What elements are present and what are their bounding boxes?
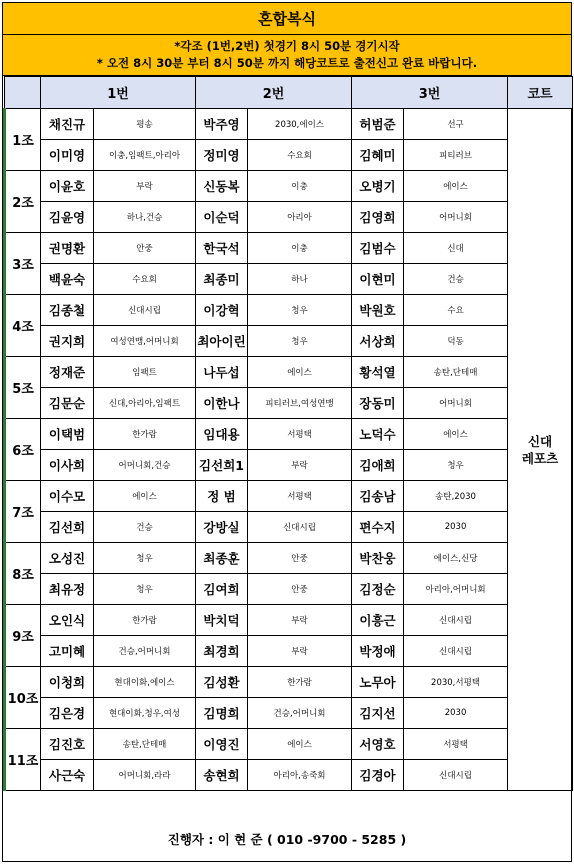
group-label: 4조 — [5, 295, 41, 357]
table-row — [5, 729, 573, 760]
player-club: 2030,에이스 — [248, 109, 352, 140]
table-row — [5, 512, 573, 543]
header-slot-2: 2번 — [196, 77, 352, 109]
player-name: 고미혜 — [41, 636, 94, 667]
player-name: 이윤호 — [41, 171, 94, 202]
player-name: 서영호 — [352, 729, 404, 760]
group-label: 10조 — [5, 667, 41, 729]
player-name: 이사희 — [41, 450, 94, 481]
player-name: 정미영 — [196, 140, 248, 171]
table-row — [5, 636, 573, 667]
header-row — [5, 77, 573, 109]
player-name: 최유정 — [41, 574, 94, 605]
notice-banner — [3, 35, 571, 76]
player-club: 서평택 — [404, 729, 508, 760]
player-name: 박원호 — [352, 295, 404, 326]
player-name: 백윤숙 — [41, 264, 94, 295]
player-name: 오인식 — [41, 605, 94, 636]
player-name: 박치덕 — [196, 605, 248, 636]
table-row — [5, 419, 573, 450]
player-name: 최종훈 — [196, 543, 248, 574]
header-slot-3: 3번 — [352, 77, 508, 109]
player-name: 사근숙 — [41, 760, 94, 791]
player-name: 노덕수 — [352, 419, 404, 450]
player-name: 송현희 — [196, 760, 248, 791]
player-name: 김선희 — [41, 512, 94, 543]
player-name: 이흥근 — [352, 605, 404, 636]
player-club: 부락 — [248, 636, 352, 667]
player-club: 이충 — [248, 233, 352, 264]
player-club: 서평택 — [248, 481, 352, 512]
player-club: 에이스 — [404, 171, 508, 202]
player-club: 어머니회 — [404, 202, 508, 233]
group-label: 3조 — [5, 233, 41, 295]
player-name: 최종미 — [196, 264, 248, 295]
player-name: 나두섭 — [196, 357, 248, 388]
player-name: 김지선 — [352, 698, 404, 729]
player-club: 이충 — [248, 171, 352, 202]
court-name-line-1: 신대 — [527, 433, 553, 449]
group-label: 6조 — [5, 419, 41, 481]
table-row — [5, 543, 573, 574]
player-club: 송탄,2030 — [404, 481, 508, 512]
header-court: 코트 — [508, 77, 573, 109]
player-club: 건승,어머니회 — [248, 698, 352, 729]
player-name: 김송남 — [352, 481, 404, 512]
player-name: 채진규 — [41, 109, 94, 140]
table-row — [5, 109, 573, 140]
player-club: 에이스 — [248, 357, 352, 388]
player-name: 이강혁 — [196, 295, 248, 326]
player-club: 수요회 — [94, 264, 196, 295]
player-name: 김범수 — [352, 233, 404, 264]
player-club: 신대시립 — [404, 605, 508, 636]
player-name: 장동미 — [352, 388, 404, 419]
player-club: 현대이화,청우,여성 — [94, 698, 196, 729]
player-name: 이미영 — [41, 140, 94, 171]
table-row — [5, 233, 573, 264]
player-club: 건승,어머니회 — [94, 636, 196, 667]
table-row — [5, 295, 573, 326]
table-row — [5, 357, 573, 388]
notice-line-2: * 오전 8시 30분 부터 8시 50분 까지 해당코트로 출전신고 완료 바랍니다. — [96, 56, 478, 70]
table-row — [5, 450, 573, 481]
player-club: 신대 — [404, 233, 508, 264]
player-name: 최아이린 — [196, 326, 248, 357]
header-slot-1: 1번 — [41, 77, 196, 109]
table-row — [5, 202, 573, 233]
player-name: 최경희 — [196, 636, 248, 667]
header-group — [5, 77, 41, 109]
player-name: 박정애 — [352, 636, 404, 667]
player-club: 부락 — [94, 171, 196, 202]
player-name: 허범준 — [352, 109, 404, 140]
player-name: 오병기 — [352, 171, 404, 202]
player-club: 하나,건승 — [94, 202, 196, 233]
player-name: 노무아 — [352, 667, 404, 698]
player-club: 청우 — [404, 450, 508, 481]
player-club: 2030,서평택 — [404, 667, 508, 698]
player-club: 피티러브,여성연맹 — [248, 388, 352, 419]
player-name: 오성진 — [41, 543, 94, 574]
player-name: 이한나 — [196, 388, 248, 419]
player-name: 김은경 — [41, 698, 94, 729]
player-club: 아리아,어머니회 — [404, 574, 508, 605]
player-club: 신대시립 — [404, 760, 508, 791]
player-club: 어머니회 — [404, 388, 508, 419]
table-row — [5, 388, 573, 419]
pairing-table — [3, 76, 573, 791]
player-club: 안중 — [248, 574, 352, 605]
player-name: 박주영 — [196, 109, 248, 140]
table-row — [5, 667, 573, 698]
player-club: 서평택 — [248, 419, 352, 450]
player-name: 이택범 — [41, 419, 94, 450]
player-name: 김경아 — [352, 760, 404, 791]
table-row — [5, 264, 573, 295]
table-row — [5, 326, 573, 357]
player-club: 한가람 — [94, 605, 196, 636]
player-club: 덕동 — [404, 326, 508, 357]
group-label: 11조 — [5, 729, 41, 791]
player-club: 부락 — [248, 605, 352, 636]
table-row — [5, 605, 573, 636]
court-name-line-2: 레포츠 — [521, 450, 559, 466]
player-club: 에이스 — [404, 419, 508, 450]
table-row — [5, 574, 573, 605]
player-name: 신동복 — [196, 171, 248, 202]
player-name: 김영희 — [352, 202, 404, 233]
group-label: 9조 — [5, 605, 41, 667]
player-club: 청우 — [94, 543, 196, 574]
player-club: 여성연맹,어머니회 — [94, 326, 196, 357]
table-row — [5, 140, 573, 171]
player-name: 김애희 — [352, 450, 404, 481]
player-club: 신대시립 — [404, 636, 508, 667]
player-name: 권명환 — [41, 233, 94, 264]
group-label: 8조 — [5, 543, 41, 605]
player-club: 아리아,송죽회 — [248, 760, 352, 791]
table-row — [5, 481, 573, 512]
player-club: 안중 — [94, 233, 196, 264]
player-name: 권지희 — [41, 326, 94, 357]
player-name: 이순덕 — [196, 202, 248, 233]
court-cell — [508, 109, 573, 791]
player-club: 수요회 — [248, 140, 352, 171]
player-club: 아리아 — [248, 202, 352, 233]
group-label: 1조 — [5, 109, 41, 171]
player-name: 김선희1 — [196, 450, 248, 481]
table-row — [5, 760, 573, 791]
player-name: 김진호 — [41, 729, 94, 760]
group-label: 7조 — [5, 481, 41, 543]
player-name: 이수모 — [41, 481, 94, 512]
table-row — [5, 171, 573, 202]
player-name: 김문순 — [41, 388, 94, 419]
player-club: 선구 — [404, 109, 508, 140]
player-club: 신대시립 — [94, 295, 196, 326]
player-name: 이현미 — [352, 264, 404, 295]
player-club: 어머니회,라라 — [94, 760, 196, 791]
player-club: 송탄,단테매 — [404, 357, 508, 388]
player-club: 한가람 — [94, 419, 196, 450]
player-club: 에이스 — [94, 481, 196, 512]
group-label: 2조 — [5, 171, 41, 233]
player-club: 2030 — [404, 512, 508, 543]
player-name: 박찬웅 — [352, 543, 404, 574]
player-name: 정재준 — [41, 357, 94, 388]
player-club: 청우 — [248, 326, 352, 357]
player-club: 이충,임팩트,아리아 — [94, 140, 196, 171]
player-name: 김정순 — [352, 574, 404, 605]
player-name: 김윤영 — [41, 202, 94, 233]
player-name: 정 범 — [196, 481, 248, 512]
player-club: 건승 — [94, 512, 196, 543]
group-label: 5조 — [5, 357, 41, 419]
player-name: 임대용 — [196, 419, 248, 450]
organizer-contact: 진행자 : 이 현 준 ( 010 -9700 - 5285 ) — [167, 831, 407, 847]
player-name: 이청희 — [41, 667, 94, 698]
match-sheet — [2, 2, 572, 862]
player-club: 청우 — [248, 295, 352, 326]
player-name: 강방실 — [196, 512, 248, 543]
player-club: 에이스,신당 — [404, 543, 508, 574]
sheet-title: 혼합복식 — [3, 3, 571, 35]
player-club: 수요 — [404, 295, 508, 326]
player-club: 2030 — [404, 698, 508, 729]
player-name: 김여희 — [196, 574, 248, 605]
player-club: 평송 — [94, 109, 196, 140]
player-club: 현대이화,에이스 — [94, 667, 196, 698]
player-club: 청우 — [94, 574, 196, 605]
player-club: 어머니회,건승 — [94, 450, 196, 481]
table-row — [5, 698, 573, 729]
player-club: 한가람 — [248, 667, 352, 698]
player-club: 신대시립 — [248, 512, 352, 543]
player-club: 하나 — [248, 264, 352, 295]
player-club: 부락 — [248, 450, 352, 481]
player-name: 김성환 — [196, 667, 248, 698]
player-name: 편수지 — [352, 512, 404, 543]
player-club: 신대,아리아,임팩트 — [94, 388, 196, 419]
player-club: 안중 — [248, 543, 352, 574]
player-name: 김명희 — [196, 698, 248, 729]
player-name: 김종철 — [41, 295, 94, 326]
player-club: 건승 — [404, 264, 508, 295]
player-club: 송탄,단테매 — [94, 729, 196, 760]
player-name: 김혜미 — [352, 140, 404, 171]
player-club: 에이스 — [248, 729, 352, 760]
player-club: 피티러브 — [404, 140, 508, 171]
player-name: 이영진 — [196, 729, 248, 760]
player-club: 임팩트 — [94, 357, 196, 388]
player-name: 황석열 — [352, 357, 404, 388]
player-name: 한국석 — [196, 233, 248, 264]
notice-line-1: *각조 (1번,2번) 첫경기 8시 50분 경기시작 — [174, 39, 400, 53]
player-name: 서상희 — [352, 326, 404, 357]
